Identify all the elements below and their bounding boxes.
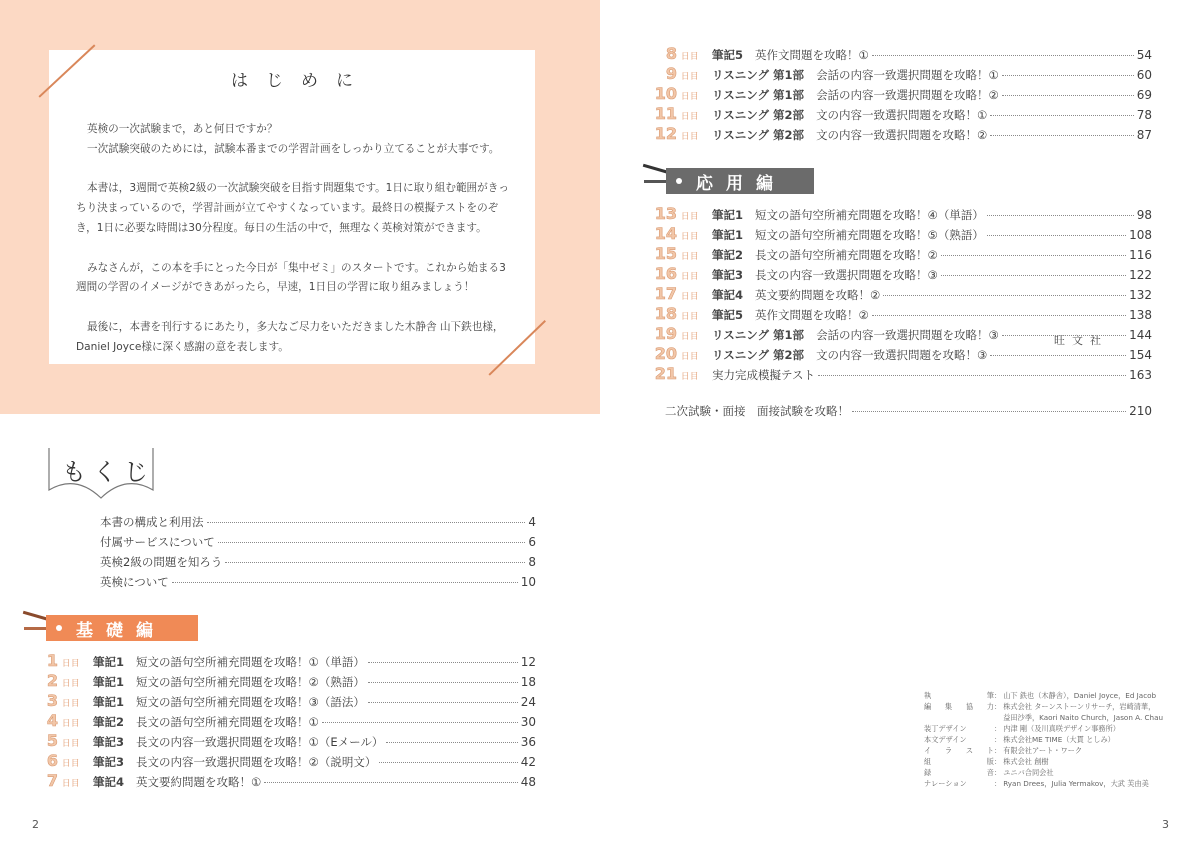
day-category: 筆記3	[93, 735, 125, 749]
toc-day-entry[interactable]	[34, 731, 536, 751]
toc-entry-page: 132	[1129, 288, 1152, 302]
dot-leader	[172, 582, 518, 583]
day-number: 12	[654, 124, 677, 143]
day-title: 会話の内容一致選択問題を攻略！③	[816, 328, 999, 342]
dot-leader	[883, 295, 1126, 296]
day-category: 筆記1	[712, 208, 744, 222]
toc-day-entry[interactable]	[653, 124, 1152, 144]
day-title: 長文の内容一致選択問題を攻略！②（説明文）	[136, 755, 377, 769]
day-number: 17	[654, 284, 677, 303]
toc-day-entry[interactable]	[34, 751, 536, 771]
credit-role-char: 執	[924, 691, 932, 700]
day-number: 18	[654, 304, 677, 323]
toc-entry-label	[712, 287, 880, 303]
day-category: リスニング 第1部	[712, 88, 805, 102]
toc-entry-label	[93, 774, 261, 790]
section-label: 応用編	[696, 173, 786, 194]
day-title: 短文の語句空所補充問題を攻略！③（語法）	[136, 695, 365, 709]
credit-role	[924, 767, 994, 778]
dot-leader	[386, 742, 517, 743]
dot-leader	[818, 375, 1126, 376]
toc-front-matter	[100, 514, 536, 594]
credit-value: 内津 剛（及川真咲デザイン事務所）	[1003, 724, 1120, 733]
toc-entry-page: 30	[520, 715, 536, 729]
toc-entry[interactable]	[100, 514, 536, 534]
dot-leader	[218, 542, 526, 543]
toc-entry-page: 24	[520, 695, 536, 709]
credit-colon: ：	[994, 724, 1002, 733]
toc-entry-label: 本書の構成と利用法	[100, 515, 204, 529]
day-number: 4	[46, 711, 58, 730]
day-unit: 日目	[681, 272, 700, 282]
day-category: リスニング 第1部	[712, 328, 805, 342]
day-number: 16	[654, 264, 677, 283]
day-title: 英作文問題を攻略！②	[755, 308, 869, 322]
day-unit: 日目	[681, 72, 700, 82]
toc-entry-page: 4	[528, 515, 536, 529]
day-number: 13	[654, 204, 677, 223]
toc-entry-page: 36	[520, 735, 536, 749]
day-category: 筆記1	[712, 228, 744, 242]
credit-colon: ：	[994, 746, 1002, 755]
toc-entry-page: 163	[1129, 368, 1152, 382]
day-unit: 日目	[681, 52, 700, 62]
page-number-left: 2	[32, 818, 39, 831]
day-title: 英文要約問題を攻略！①	[136, 775, 262, 789]
day-number: 2	[46, 671, 58, 690]
toc-day-entry[interactable]	[653, 104, 1152, 124]
toc-day-entry[interactable]	[653, 364, 1152, 384]
toc-day-entry[interactable]	[34, 671, 536, 691]
day-number: 3	[46, 691, 58, 710]
intro-body	[76, 120, 516, 377]
intro-text: 一次試験突破のためには，試験本番までの学習計画をしっかり立てることが大事です。	[87, 142, 500, 155]
dot-leader	[225, 562, 525, 563]
toc-day-entry[interactable]	[653, 264, 1152, 284]
credit-role	[924, 701, 994, 712]
day-category: 筆記3	[93, 755, 125, 769]
toc-day-entry[interactable]	[34, 711, 536, 731]
toc-day-entry[interactable]	[34, 771, 536, 791]
credit-row	[924, 734, 1163, 745]
day-number: 6	[46, 751, 58, 770]
credit-role-char: 音	[986, 768, 994, 777]
credit-role	[924, 745, 994, 756]
day-category: 筆記1	[93, 675, 125, 689]
intro-text: 本書は，3週間で英検2級の一次試験突破を目指す問題集です。1日に取り組む範囲がきっちり決まっているので，学習計画が立てやすくなっています。最終日の模擬テストをのぞき，1日に必要な時間は30分程度。毎日の生活の中で，無理なく英検対策ができます。	[76, 182, 509, 234]
toc-interview	[665, 403, 1152, 423]
credit-role-char: 組	[924, 757, 932, 766]
toc-entry-label	[712, 227, 984, 243]
day-number: 20	[654, 344, 677, 363]
credit-role	[924, 734, 994, 745]
toc-entry-page: 48	[520, 775, 536, 789]
day-unit: 日目	[62, 719, 81, 729]
toc-entry-page: 8	[528, 555, 536, 569]
dot-leader	[368, 662, 518, 663]
toc-entry-page: 154	[1129, 348, 1152, 362]
toc-day-entry[interactable]	[653, 204, 1152, 224]
toc-day-entry[interactable]	[653, 224, 1152, 244]
toc-entry-page: 69	[1136, 88, 1152, 102]
intro-title: はじめに	[231, 71, 371, 91]
toc-entry-page: 60	[1136, 68, 1152, 82]
credit-row	[924, 778, 1163, 789]
dot-leader	[987, 235, 1126, 236]
day-category: リスニング 第2部	[712, 108, 805, 122]
day-category: 筆記2	[712, 248, 744, 262]
toc-entry-page: 210	[1129, 404, 1152, 418]
credit-value: 山下 鉄也（木静舎），Daniel Joyce，Ed Jacob	[1003, 691, 1157, 700]
credit-role-char: ス	[965, 746, 974, 755]
day-number: 9	[665, 64, 677, 83]
day-title: 短文の語句空所補充問題を攻略！④（単語）	[755, 208, 984, 222]
toc-entry-page: 122	[1129, 268, 1152, 282]
dot-leader	[941, 255, 1126, 256]
toc-entry[interactable]	[665, 403, 1152, 423]
credit-colon: ：	[994, 757, 1002, 766]
toc-entry-page: 116	[1129, 248, 1152, 262]
toc-entry[interactable]	[100, 574, 536, 594]
day-unit: 日目	[681, 232, 700, 242]
toc-entry-label: 英検について	[100, 575, 169, 589]
toc-entry[interactable]	[100, 534, 536, 554]
day-unit: 日目	[681, 252, 700, 262]
toc-entry-label	[712, 267, 938, 283]
day-unit: 日目	[62, 699, 81, 709]
dot-leader	[990, 135, 1133, 136]
credit-role-char: 版	[986, 757, 994, 766]
day-title: 短文の語句空所補充問題を攻略！⑤（熟語）	[755, 228, 984, 242]
credit-colon: ：	[994, 691, 1002, 700]
intro-paragraph	[76, 318, 516, 358]
toc-entry-label	[93, 654, 365, 670]
dot-leader	[990, 115, 1133, 116]
day-unit: 日目	[62, 659, 81, 669]
toc-day-entry[interactable]	[653, 44, 1152, 64]
toc-day-entry[interactable]	[653, 324, 1152, 344]
dot-leader	[987, 215, 1134, 216]
intro-paragraph	[76, 179, 516, 238]
dot-leader	[872, 55, 1134, 56]
credits	[924, 690, 1163, 789]
toc-entry-label	[712, 367, 815, 383]
day-category: 筆記4	[712, 288, 744, 302]
section-tag-basic	[46, 615, 198, 641]
dot-leader	[1002, 95, 1134, 96]
day-title: 英文要約問題を攻略！②	[755, 288, 881, 302]
day-title: 文の内容一致選択問題を攻略！①	[816, 108, 988, 122]
day-category: 筆記4	[93, 775, 125, 789]
toc-entry-page: 54	[1136, 48, 1152, 62]
day-unit: 日目	[681, 132, 700, 142]
credit-role	[924, 778, 994, 789]
toc-entry-page: 42	[520, 755, 536, 769]
toc-entry-label: 二次試験・面接 面接試験を攻略！	[665, 404, 849, 418]
credit-row	[924, 701, 1163, 712]
credit-role-char: イ	[924, 746, 932, 755]
toc-day-entry[interactable]	[653, 304, 1152, 324]
day-unit: 日目	[681, 332, 700, 342]
toc-entry-page: 138	[1129, 308, 1152, 322]
credit-role-char: ラ	[944, 746, 953, 755]
toc-entry-label	[712, 47, 869, 63]
toc-title: もくじ	[62, 458, 155, 486]
toc-entry-page: 10	[520, 575, 536, 589]
day-title: 会話の内容一致選択問題を攻略！②	[816, 88, 999, 102]
dot-leader	[322, 722, 518, 723]
dot-leader	[264, 782, 517, 783]
day-title: 会話の内容一致選択問題を攻略！①	[816, 68, 999, 82]
credit-value: 株式会社 ターンストーンリサーチ，岩崎清華，	[1003, 702, 1156, 711]
credit-value: ユニバ合同会社	[1003, 768, 1054, 777]
toc-entry-label	[93, 694, 365, 710]
toc-entry-page: 6	[528, 535, 536, 549]
toc-entry-label	[712, 207, 984, 223]
credit-role-char: 集	[944, 702, 953, 711]
credit-row	[924, 712, 1163, 723]
section-tag-applied	[666, 168, 814, 194]
day-number: 15	[654, 244, 677, 263]
dot-leader	[872, 315, 1126, 316]
credit-role	[924, 723, 994, 734]
day-number: 11	[654, 104, 677, 123]
dot-leader	[852, 411, 1126, 412]
day-number: 5	[46, 731, 58, 750]
toc-day-entry[interactable]	[653, 64, 1152, 84]
day-number: 19	[654, 324, 677, 343]
day-unit: 日目	[62, 739, 81, 749]
toc-basic-days-1-7	[34, 651, 536, 791]
day-unit: 日目	[681, 312, 700, 322]
dot-leader	[941, 275, 1126, 276]
toc-entry-label: 付属サービスについて	[100, 535, 215, 549]
dot-leader	[368, 702, 518, 703]
day-unit: 日目	[681, 112, 700, 122]
day-unit: 日目	[681, 92, 700, 102]
credit-role-char: 録	[924, 768, 932, 777]
credit-role-char: ナレーション	[924, 779, 967, 788]
intro-text: 英検の一次試験まで，あと何日ですか？	[87, 123, 278, 135]
dot-leader	[379, 762, 517, 763]
dot-leader	[368, 682, 518, 683]
toc-day-entry[interactable]	[653, 244, 1152, 264]
dot-leader	[1002, 75, 1134, 76]
toc-entry-label: 英検2級の問題を知ろう	[100, 555, 223, 569]
day-category: リスニング 第1部	[712, 68, 805, 82]
toc-entry-label	[93, 754, 376, 770]
credit-role-char: 装丁デザイン	[924, 724, 967, 733]
toc-entry-label	[712, 127, 987, 143]
toc-day-entry[interactable]	[653, 84, 1152, 104]
credit-colon: ：	[994, 779, 1002, 788]
credit-value: 益田沙季，Kaori Naito Church，Jason A. Chau	[1003, 713, 1164, 722]
credit-colon: ：	[994, 735, 1002, 744]
credit-row	[924, 745, 1163, 756]
toc-entry-page: 12	[520, 655, 536, 669]
day-category: 筆記2	[93, 715, 125, 729]
toc-entry-label	[93, 714, 319, 730]
toc-entry-page: 78	[1136, 108, 1152, 122]
toc-entry-label	[712, 307, 869, 323]
toc-entry-page: 87	[1136, 128, 1152, 142]
credit-value: Ryan Drees，Julia Yermakov，大武 芙由美	[1003, 779, 1149, 788]
day-unit: 日目	[681, 372, 700, 382]
credit-role-char: 力	[986, 702, 994, 711]
toc-day-entry[interactable]	[34, 691, 536, 711]
page-number-right: 3	[1162, 818, 1169, 831]
credit-role-char: 本文デザイン	[924, 735, 967, 744]
dot-leader	[990, 355, 1126, 356]
day-number: 8	[665, 44, 677, 63]
credit-row	[924, 756, 1163, 767]
day-unit: 日目	[681, 292, 700, 302]
day-title: 長文の内容一致選択問題を攻略！①（Eメール）	[136, 735, 384, 749]
day-number: 7	[46, 771, 58, 790]
dot-leader	[207, 522, 526, 523]
credit-value: 有限会社アート・ワーク	[1003, 746, 1083, 755]
day-category: 筆記1	[93, 695, 125, 709]
tag-hole-icon	[676, 178, 682, 184]
credit-role	[924, 756, 994, 767]
toc-day-entry[interactable]	[653, 344, 1152, 364]
day-title: 文の内容一致選択問題を攻略！③	[816, 348, 988, 362]
credit-value: 株式会社 創樹	[1003, 757, 1049, 766]
day-number: 14	[654, 224, 677, 243]
dot-leader	[1002, 335, 1126, 336]
toc-entry-label	[712, 67, 999, 83]
section-label: 基礎編	[76, 620, 166, 641]
intro-text: 最後に，本書を刊行するにあたり，多大なご尽力をいただきました木静舎 山下鉄也様，Daniel Joyce様に深く感謝の意を表します。	[76, 320, 504, 353]
toc-entry-label	[712, 107, 987, 123]
credit-role	[924, 712, 994, 723]
credit-row	[924, 690, 1163, 701]
toc-entry-label	[712, 247, 938, 263]
day-category: 筆記3	[712, 268, 744, 282]
day-number: 10	[654, 84, 677, 103]
toc-entry-label	[712, 347, 987, 363]
day-unit: 日目	[62, 779, 81, 789]
day-title: 長文の語句空所補充問題を攻略！①	[136, 715, 319, 729]
credit-colon	[994, 712, 1001, 723]
day-unit: 日目	[62, 679, 81, 689]
day-unit: 日目	[681, 212, 700, 222]
day-category: リスニング 第2部	[712, 348, 805, 362]
toc-entry-page: 18	[520, 675, 536, 689]
day-title: 短文の語句空所補充問題を攻略！①（単語）	[136, 655, 365, 669]
day-title: 長文の内容一致選択問題を攻略！③	[755, 268, 938, 282]
credit-role	[924, 690, 994, 701]
intro-paragraph	[76, 120, 516, 160]
credit-row	[924, 767, 1163, 778]
toc-entry[interactable]	[100, 554, 536, 574]
credit-row	[924, 723, 1163, 734]
day-title: 英作文問題を攻略！①	[755, 48, 869, 62]
toc-day-entry[interactable]	[34, 651, 536, 671]
day-unit: 日目	[681, 352, 700, 362]
credit-colon: ：	[994, 768, 1002, 777]
tag-hole-icon	[56, 625, 62, 631]
day-category: 筆記5	[712, 308, 744, 322]
toc-entry-label	[93, 734, 383, 750]
toc-entry-label	[712, 87, 999, 103]
credit-role-char: 協	[965, 702, 974, 711]
intro-text: みなさんが，この本を手にとった今日が「集中ゼミ」のスタートです。これから始まる3週間の学習のイメージができあがったら，早速，1日目の学習に取り組みましょう！	[76, 261, 506, 294]
day-category: 筆記5	[712, 48, 744, 62]
toc-applied-days	[653, 204, 1152, 384]
day-title: 実力完成模擬テスト	[712, 368, 816, 382]
publisher-name: 旺文社	[1054, 334, 1108, 347]
day-title: 文の内容一致選択問題を攻略！②	[816, 128, 988, 142]
day-number: 1	[46, 651, 58, 670]
toc-day-entry[interactable]	[653, 284, 1152, 304]
credit-value: 株式会社ME TIME（大貫 としみ）	[1003, 735, 1115, 744]
day-title: 長文の語句空所補充問題を攻略！②	[755, 248, 938, 262]
toc-entry-page: 108	[1129, 228, 1152, 242]
credit-role-char: ト	[986, 746, 994, 755]
day-category: 筆記1	[93, 655, 125, 669]
day-number: 21	[654, 364, 677, 383]
credit-role-char: 編	[924, 702, 932, 711]
credit-role-char: 筆	[986, 691, 994, 700]
toc-entry-label	[93, 674, 365, 690]
credit-colon: ：	[994, 702, 1002, 711]
toc-entry-label	[712, 327, 999, 343]
day-unit: 日目	[62, 759, 81, 769]
day-title: 短文の語句空所補充問題を攻略！②（熟語）	[136, 675, 365, 689]
intro-paragraph	[76, 259, 516, 299]
toc-entry-page: 98	[1136, 208, 1152, 222]
toc-basic-days-8-12	[653, 44, 1152, 144]
day-category: リスニング 第2部	[712, 128, 805, 142]
toc-entry-page: 144	[1129, 328, 1152, 342]
